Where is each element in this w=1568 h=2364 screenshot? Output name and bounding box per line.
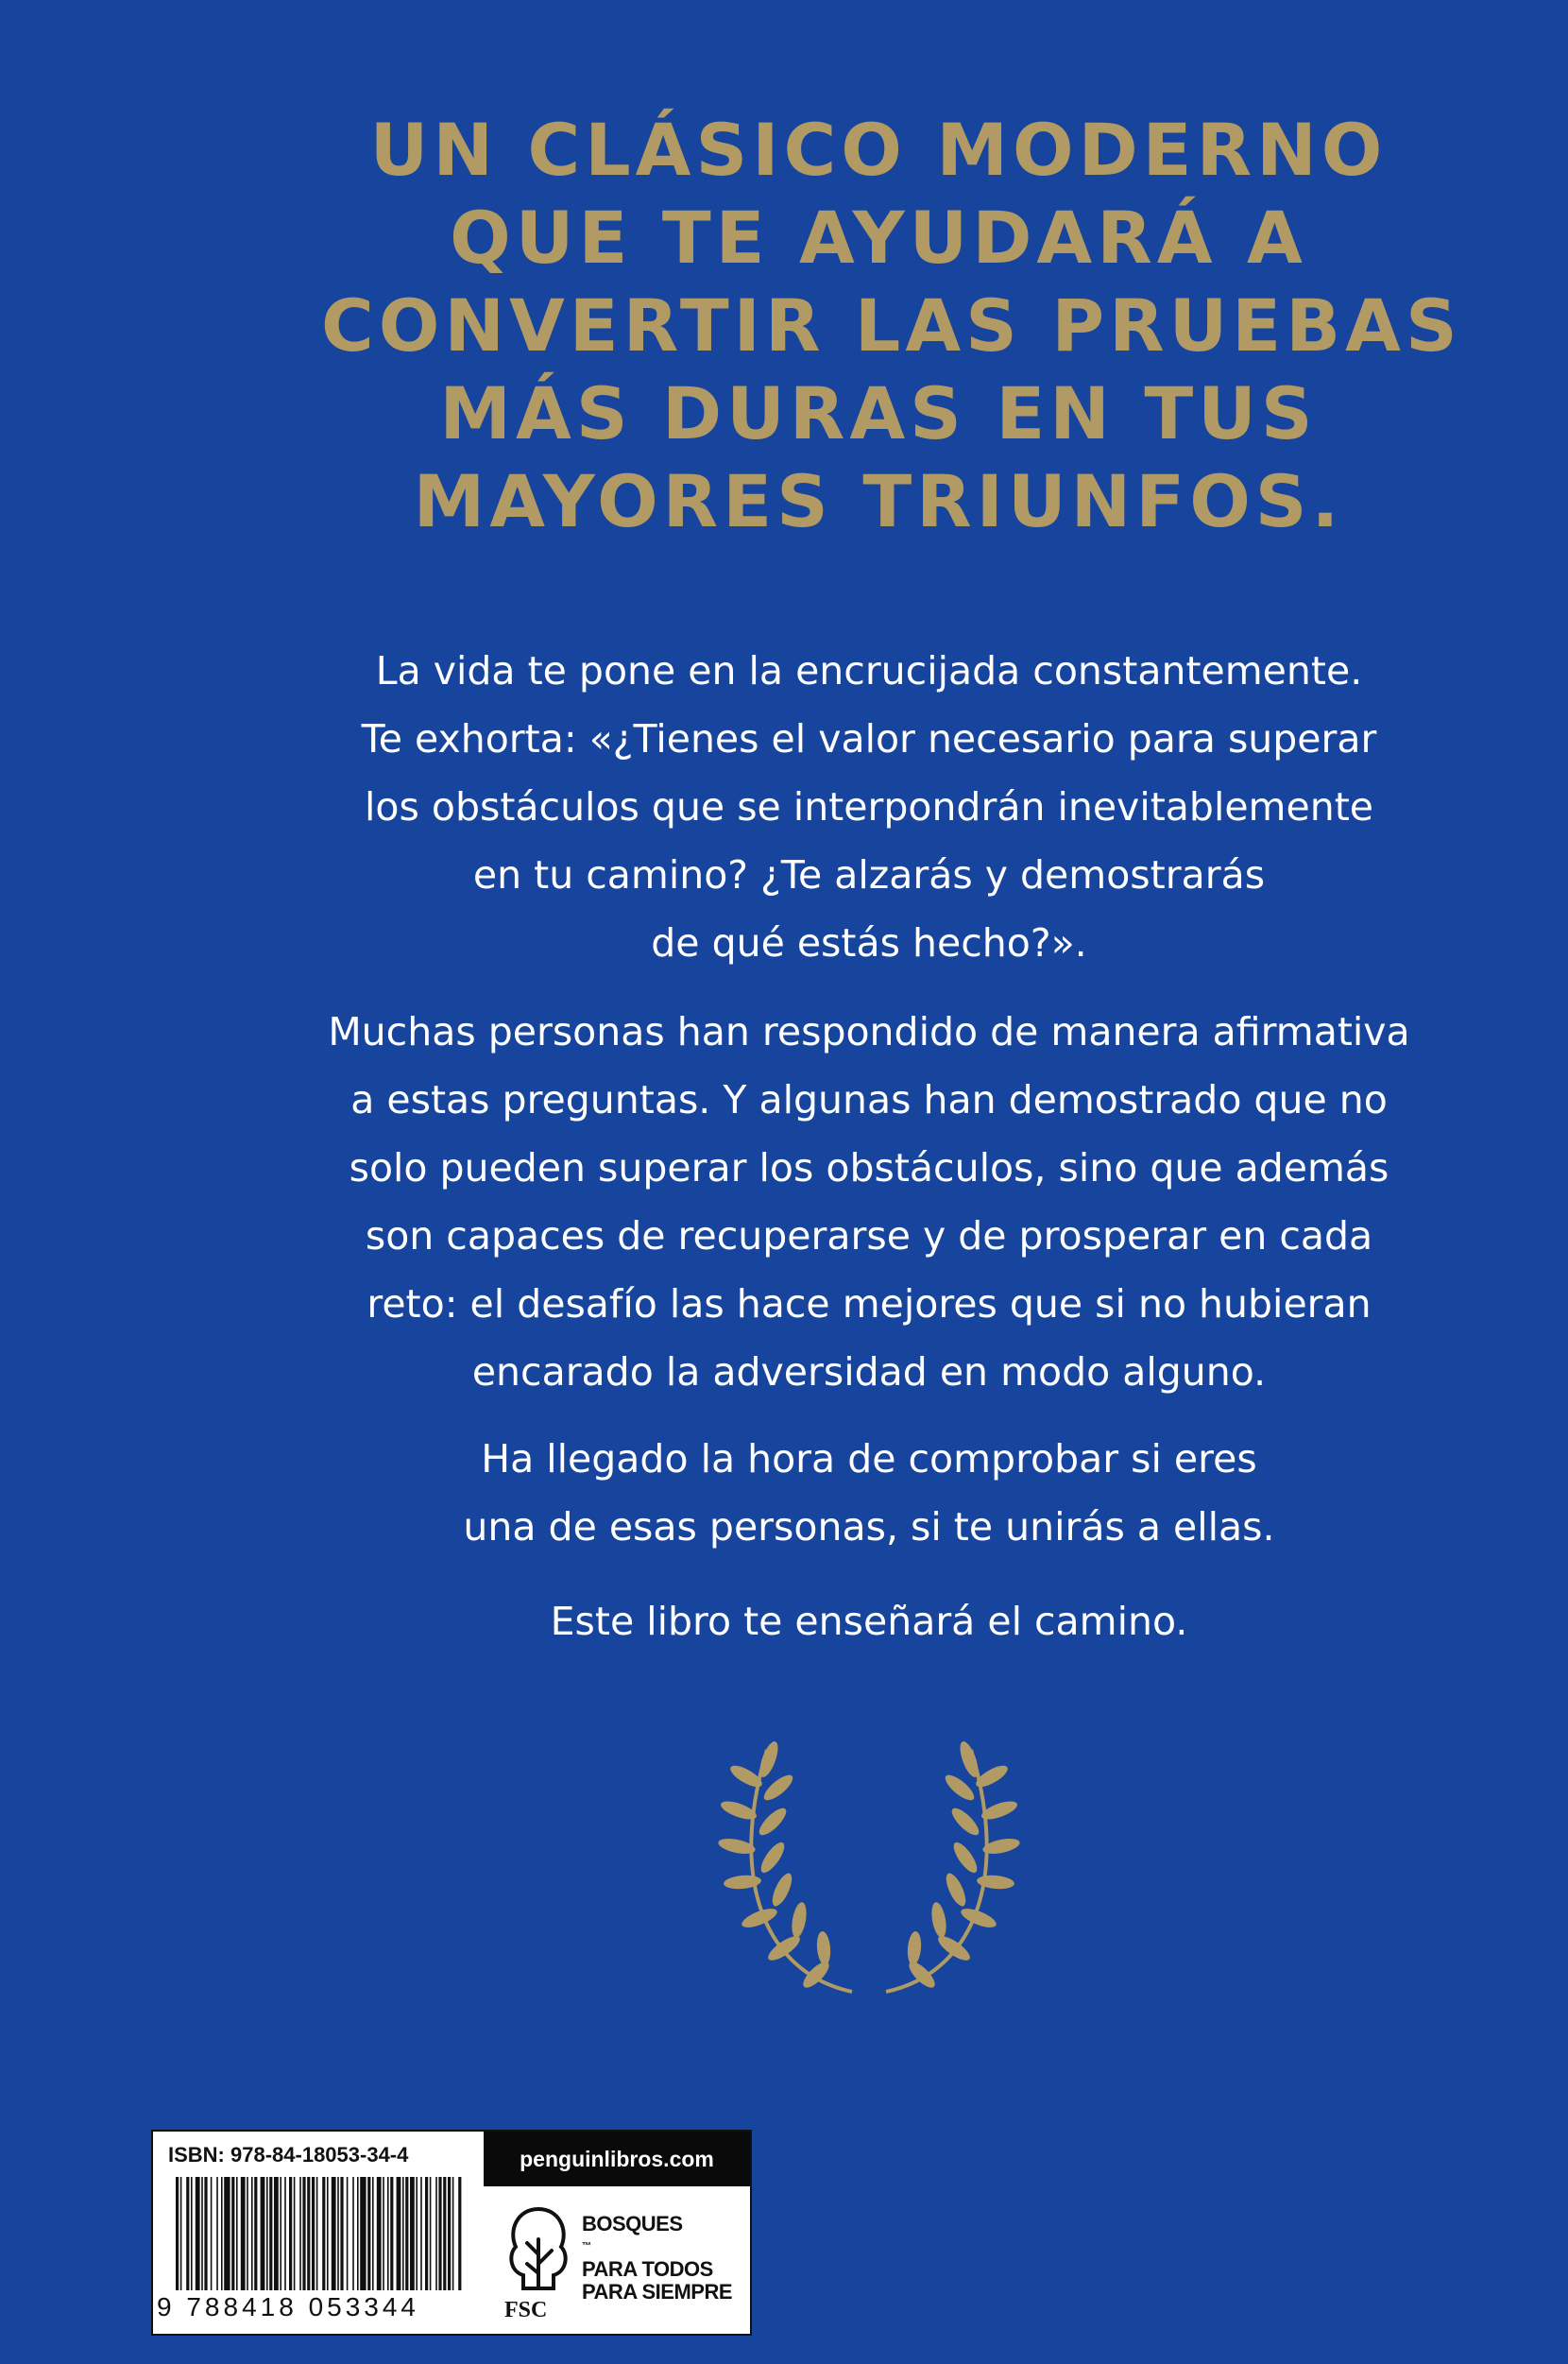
- blurb-line: encarado la adversidad en modo alguno.: [471, 1349, 1267, 1395]
- barcode-icon: [174, 2177, 463, 2290]
- barcode-bar: [186, 2177, 189, 2290]
- barcode-bar: [224, 2177, 230, 2290]
- barcode-bar: [458, 2177, 461, 2290]
- barcode-bar: [307, 2177, 310, 2290]
- blurb-line: La vida te pone en la encrucijada constantemente.: [375, 648, 1363, 694]
- isbn-label: ISBN: 978-84-18053-34-4: [168, 2143, 409, 2167]
- barcode-bar: [216, 2177, 218, 2290]
- barcode-bar: [280, 2177, 281, 2290]
- headline-line: MÁS DURAS EN TUS: [439, 371, 1318, 455]
- blurb-line: los obstáculos que se interpondrán inevitablemente: [364, 784, 1374, 830]
- publisher-website: penguinlibros.com: [484, 2132, 750, 2186]
- barcode-bar: [383, 2177, 384, 2290]
- blurb-line: a estas preguntas. Y algunas han demostrado que no: [350, 1077, 1388, 1122]
- barcode-bar: [397, 2177, 401, 2290]
- barcode-bar: [332, 2177, 336, 2290]
- barcode-bar: [410, 2177, 415, 2290]
- barcode-bar: [448, 2177, 451, 2290]
- fsc-slogan-line: PARA TODOS: [582, 2257, 713, 2281]
- publisher-panel: [484, 2130, 752, 2336]
- barcode-bar: [405, 2177, 408, 2290]
- blurb-line: Te exhorta: «¿Tienes el valor necesario para superar: [361, 716, 1377, 762]
- barcode-bar: [357, 2177, 359, 2290]
- barcode-bar: [269, 2177, 272, 2290]
- blurb-line: Ha llegado la hora de comprobar si eres: [481, 1436, 1257, 1482]
- barcode-bar: [340, 2177, 343, 2290]
- barcode-bar: [211, 2177, 213, 2290]
- headline-line: UN CLÁSICO MODERNO: [369, 108, 1388, 192]
- trademark-mark: ™: [582, 2241, 591, 2252]
- barcode-bar: [201, 2177, 203, 2290]
- barcode-digits: 9 788418 053344: [157, 2292, 419, 2321]
- barcode-bar: [176, 2177, 179, 2290]
- fsc-slogan-line: BOSQUES ™: [582, 2213, 742, 2258]
- barcode-bar: [302, 2177, 305, 2290]
- laurel-wreath-icon: [699, 1739, 1039, 2003]
- barcode-bar: [191, 2177, 193, 2290]
- barcode-bar: [372, 2177, 374, 2290]
- blurb-line: reto: el desafío las hace mejores que si no hubieran: [366, 1281, 1372, 1327]
- fsc-tree-logo-icon: [499, 2201, 578, 2305]
- barcode-bar: [430, 2177, 432, 2290]
- barcode-bar: [289, 2177, 292, 2290]
- barcode-bar: [312, 2177, 315, 2290]
- barcode-bar: [261, 2177, 265, 2290]
- fsc-slogan-line: PARA SIEMPRE: [582, 2280, 733, 2304]
- barcode-bar: [420, 2177, 422, 2290]
- barcode-bar: [438, 2177, 441, 2290]
- blurb-line: Muchas personas han respondido de manera afirmativa: [328, 1009, 1410, 1054]
- barcode-bar: [347, 2177, 349, 2290]
- barcode-bar: [352, 2177, 354, 2290]
- fsc-label: FSC: [504, 2298, 548, 2322]
- barcode-bar: [254, 2177, 257, 2290]
- barcode-bar: [387, 2177, 389, 2290]
- isbn-panel: [151, 2130, 487, 2336]
- barcode-bar: [416, 2177, 418, 2290]
- blurb-paragraph-2: [283, 998, 1455, 1406]
- headline-line: QUE TE AYUDARÁ A: [450, 196, 1307, 280]
- blurb-line: son capaces de recuperarse y de prosperar en cada: [365, 1213, 1373, 1259]
- blurb-paragraph-1: [283, 637, 1455, 977]
- blurb-line: solo pueden superar los obstáculos, sino que además: [349, 1145, 1389, 1191]
- headline-line: MAYORES TRIUNFOS.: [413, 459, 1344, 543]
- barcode-bar: [367, 2177, 370, 2290]
- barcode-bar: [247, 2177, 248, 2290]
- barcode-bar: [425, 2177, 428, 2290]
- barcode-bar: [294, 2177, 296, 2290]
- barcode-bar: [221, 2177, 223, 2290]
- barcode-bar: [274, 2177, 279, 2290]
- blurb-line: de qué estás hecho?».: [651, 920, 1087, 966]
- barcode-bar: [402, 2177, 404, 2290]
- barcode-bar: [443, 2177, 446, 2290]
- headline: [321, 106, 1462, 545]
- barcode-bar: [316, 2177, 318, 2290]
- blurb-line: una de esas personas, si te unirás a ellas.: [463, 1504, 1275, 1550]
- headline-line: CONVERTIR LAS PRUEBAS: [321, 283, 1462, 368]
- barcode-bar: [327, 2177, 329, 2290]
- barcode-bar: [299, 2177, 301, 2290]
- barcode-bar: [251, 2177, 253, 2290]
- barcode-bar: [196, 2177, 200, 2290]
- barcode-bar: [337, 2177, 339, 2290]
- blurb-line: Este libro te enseñará el camino.: [550, 1599, 1188, 1644]
- barcode-bar: [231, 2177, 234, 2290]
- barcode-bar: [322, 2177, 325, 2290]
- blurb-line: en tu camino? ¿Te alzarás y demostrarás: [472, 852, 1266, 898]
- barcode-bar: [241, 2177, 246, 2290]
- barcode-bar: [204, 2177, 207, 2290]
- blurb-paragraph-4: [283, 1587, 1455, 1655]
- barcode-bar: [266, 2177, 268, 2290]
- barcode-bar: [390, 2177, 393, 2290]
- barcode-bar: [284, 2177, 286, 2290]
- barcode-bar: [180, 2177, 182, 2290]
- barcode-bar: [435, 2177, 437, 2290]
- barcode-bar: [452, 2177, 454, 2290]
- barcode-bar: [236, 2177, 238, 2290]
- barcode-bar: [360, 2177, 366, 2290]
- barcode-bar: [377, 2177, 382, 2290]
- blurb-paragraph-3: [283, 1425, 1455, 1561]
- fsc-slogan: [582, 2213, 742, 2304]
